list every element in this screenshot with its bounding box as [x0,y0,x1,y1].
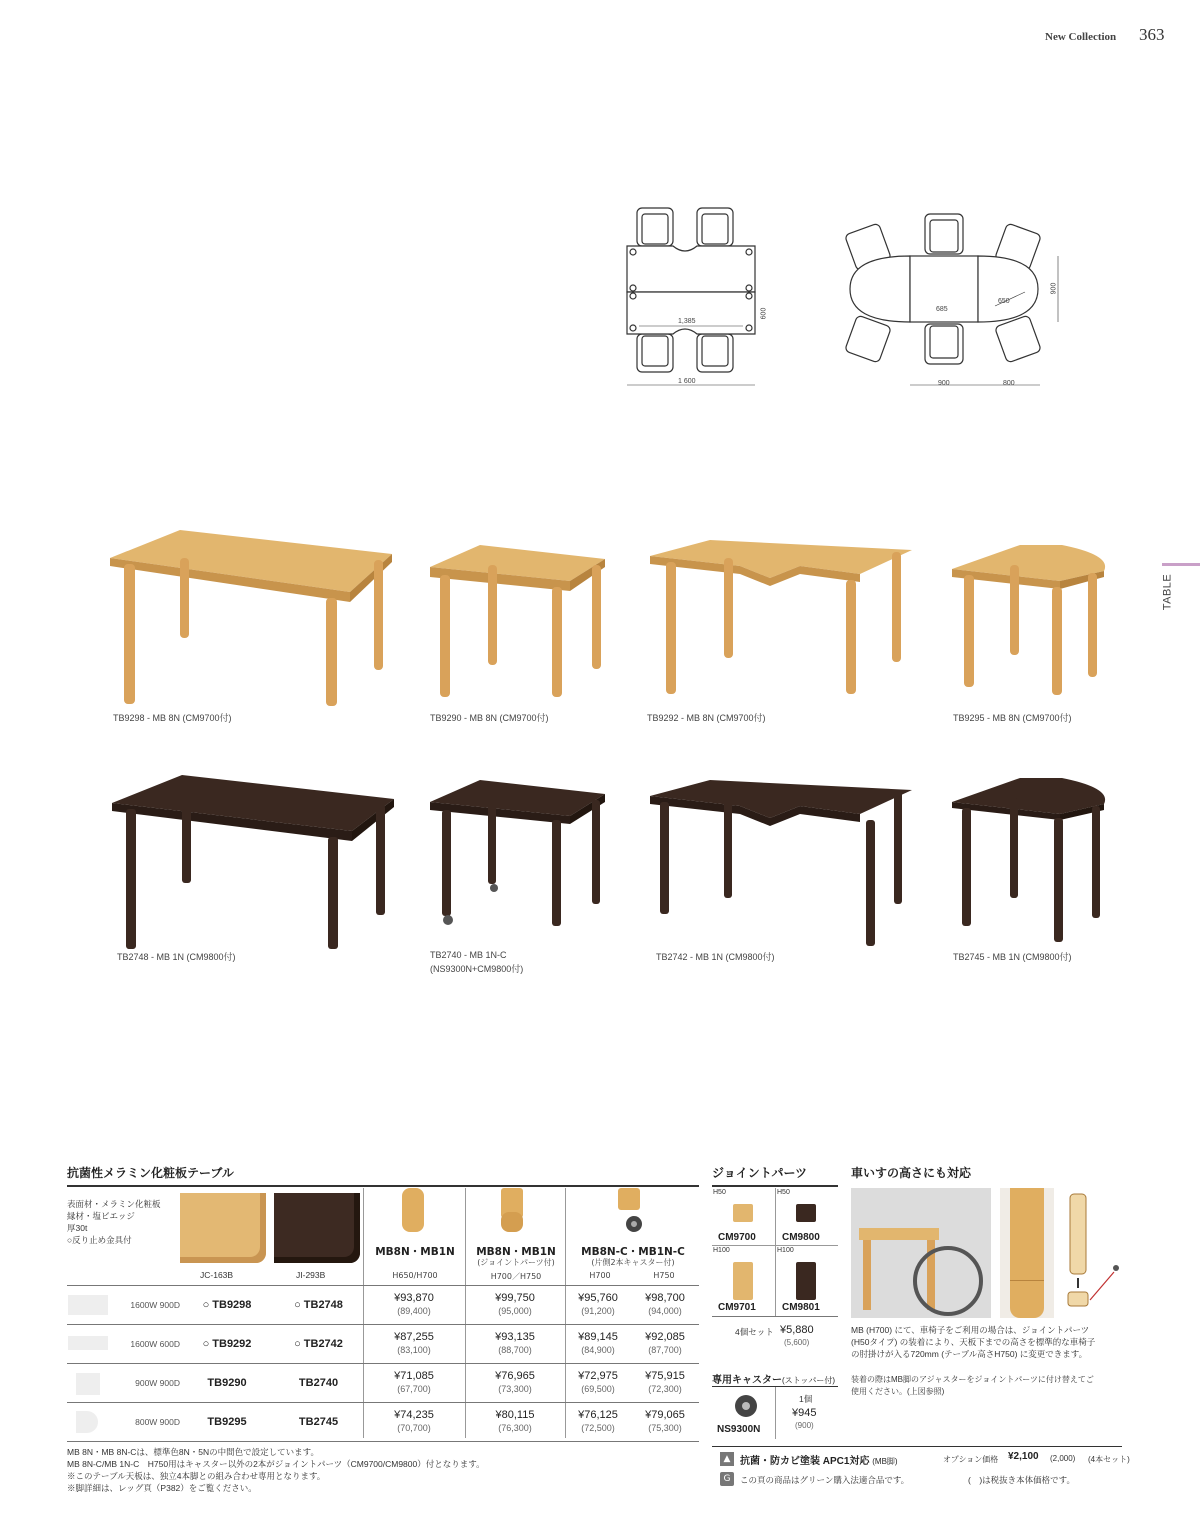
col-h750: H750 [653,1271,675,1280]
dim-685: 685 [936,306,948,313]
footer-rule [712,1446,1122,1447]
finish-code-natural: JC-163B [200,1270,234,1280]
finish-code-dark: JI-293B [296,1270,326,1280]
joint-h100a: H100 [713,1247,730,1254]
option-price-sub: (2,000) [1050,1454,1076,1463]
col-h700: H700 [589,1271,611,1280]
dim-650: 650 [998,298,1010,305]
caption-tb9290: TB9290 - MB 8N (CM9700付) [430,713,549,723]
caption-tb9292: TB9292 - MB 8N (CM9700付) [647,713,766,723]
dim-width: 1 600 [678,378,696,385]
dim-oval-depth: 900 [1050,282,1058,295]
wheelchair-text-2: 装着の際はMB脚のアジャスターをジョイントパーツに付け替えてご 使用ください。(上図参照) [851,1375,1094,1396]
dim-800: 800 [1003,380,1015,387]
table-photo-tb9298 [110,530,395,710]
green-note: この頁の商品はグリーン購入法適合品です。 [740,1475,910,1485]
spec-title: 抗菌性メラミン化粧板テーブル [67,1166,234,1180]
oval-layout-diagram [840,210,1060,390]
wheelchair-photo [851,1188,991,1318]
spec-top-rule [67,1185,699,1187]
col-head-mb8n-c: MB8N-C・MB1N-C [581,1246,685,1258]
table-photo-tb9290 [430,545,610,705]
joint-set-sub: (5,600) [784,1338,810,1347]
caption-tb9298: TB9298 - MB 8N (CM9700付) [113,713,232,723]
table-row: 800W 900D TB9295 TB2745 ¥74,235 (70,700) ¥80,115 (76,300) ¥76,125 (72,500) ¥79,065 (75,300) [67,1402,699,1441]
joint-part-dark-h100 [796,1262,816,1300]
code-cm9800: CM9800 [782,1232,820,1243]
leg-icon-mb8n-c [612,1188,660,1236]
shape-icon-1600x600 [68,1336,108,1350]
apc-icon: ▲ [720,1452,734,1466]
joint-rule [712,1185,838,1187]
caption-tb2742: TB2742 - MB 1N (CM9800付) [656,952,775,962]
material-list: 表面材・メラミン化粧板 縁材・塩ビエッジ 厚30t ○反り止め金具付 [67,1199,161,1245]
caption-tb2740: TB2740 - MB 1N-C [430,950,507,960]
apc-label: 抗菌・防カビ塗装 APC1対応 (MB脚) [740,1456,898,1467]
option-label: オプション価格 [943,1455,999,1464]
caster-price-sub: (900) [795,1421,814,1430]
green-icon: G [720,1472,734,1486]
leg-closeup-photo [1000,1188,1054,1318]
col-sub-mb8n-c: (片側2本キャスター付) [591,1258,675,1267]
table-photo-tb2745 [950,778,1115,948]
joint-part-natural-h100 [733,1262,753,1300]
caption-tb9295: TB9295 - MB 8N (CM9700付) [953,713,1072,723]
option-price: ¥2,100 [1008,1451,1039,1462]
table-photo-tb2740 [430,780,610,930]
spec-notes: MB 8N・MB 8N-Cは、標準色8N・5Nの中間色で設定しています。 MB 8N-C/MB 1N-C H750用はキャスター以外の2本がジョイントパーツ（CM9700/CM9800）付となります。 ※このテーブル天板は、独立4本脚との組み合わせ専用となります。 ※脚詳細は、レッグ頁（P382）をご覧ください。 [67,1447,485,1493]
joint-diagram [1058,1188,1128,1318]
col-sub2-mb8n-joint: H700／H750 [490,1272,542,1281]
joint-part-dark-h50 [796,1204,816,1222]
dim-depth: 600 [760,307,768,320]
joint-set-label: 4個セット [735,1327,774,1337]
code-cm9801: CM9801 [782,1302,820,1313]
dim-900: 900 [938,380,950,387]
col-head-mb8n: MB8N・MB1N [375,1246,455,1258]
rect-layout-diagram [615,200,768,395]
page-number: 363 [1139,25,1165,44]
joint-h50a: H50 [713,1189,726,1196]
caption-tb2740-sub: (NS9300N+CM9800付) [430,964,524,974]
shape-icon-900x900 [76,1373,100,1395]
joint-set-price: ¥5,880 [780,1324,814,1336]
side-tab-label[interactable]: TABLE [1161,573,1174,611]
price-table [67,1286,699,1442]
leg-icon-mb8n-joint [497,1188,527,1236]
table-row: 1600W 900D ○ TB9298 ○ TB2748 ¥93,870 (89,400) ¥99,750 (95,000) ¥95,760 (91,200) ¥98,700 (94,000) [67,1286,699,1324]
joint-h50b: H50 [777,1189,790,1196]
caption-tb2745: TB2745 - MB 1N (CM9800付) [953,952,1072,962]
code-cm9700: CM9700 [718,1232,756,1243]
caster-title: 専用キャスター(ストッパー付) [712,1375,836,1386]
shape-icon-1600x900 [68,1295,108,1315]
caster-icon [730,1390,762,1422]
table-photo-tb2742 [650,780,915,950]
col-sub-mb8n: H650/H700 [392,1271,438,1280]
shape-icon-800x900 [76,1411,98,1433]
option-set: (4本セット) [1088,1455,1130,1464]
dim-inner: 1,385 [678,318,696,325]
wheelchair-title: 車いすの高さにも対応 [851,1166,972,1180]
joint-divider-h2 [712,1316,838,1317]
finish-swatch-dark [274,1193,360,1263]
table-row: 900W 900D TB9290 TB2740 ¥71,085 (67,700) ¥76,965 (73,300) ¥72,975 (69,500) ¥75,915 (72,300) [67,1363,699,1402]
joint-title: ジョイントパーツ [712,1166,808,1180]
joint-divider-h [712,1245,838,1246]
col-head-mb8n-joint: MB8N・MB1N [476,1246,556,1258]
table-photo-tb9295 [950,545,1115,695]
leg-icon-mb8n [398,1188,428,1236]
table-photo-tb2748 [112,775,397,955]
table-row: 1600W 600D ○ TB9292 ○ TB2742 ¥87,255 (83,100) ¥93,135 (88,700) ¥89,145 (84,900) ¥92,085 (87,700) [67,1324,699,1363]
caster-divider [775,1387,776,1439]
caster-code: NS9300N [717,1424,761,1435]
col-sub-mb8n-joint: (ジョイントパーツ付) [477,1258,555,1267]
tax-note: ( )は税抜き本体価格です。 [968,1475,1075,1485]
wheelchair-text: MB (H700) にて、車椅子をご利用の場合は、ジョイントパーツ (H50タイプ) の装着により、天板下までの高さを標準的な車椅子 の肘掛けが入る720mm (テーブル高さH750) に変更できます。 [851,1325,1096,1359]
joint-divider [775,1188,776,1316]
caster-price: ¥945 [792,1407,817,1419]
collection-label: New Collection [1045,31,1117,43]
side-tab-bar [1162,563,1200,566]
joint-part-natural-h50 [733,1204,753,1222]
caster-unit: 1個 [799,1394,813,1404]
caption-tb2748: TB2748 - MB 1N (CM9800付) [117,952,236,962]
finish-swatch-natural [180,1193,266,1263]
code-cm9701: CM9701 [718,1302,756,1313]
joint-h100b: H100 [777,1247,794,1254]
table-photo-tb9292 [650,540,915,700]
